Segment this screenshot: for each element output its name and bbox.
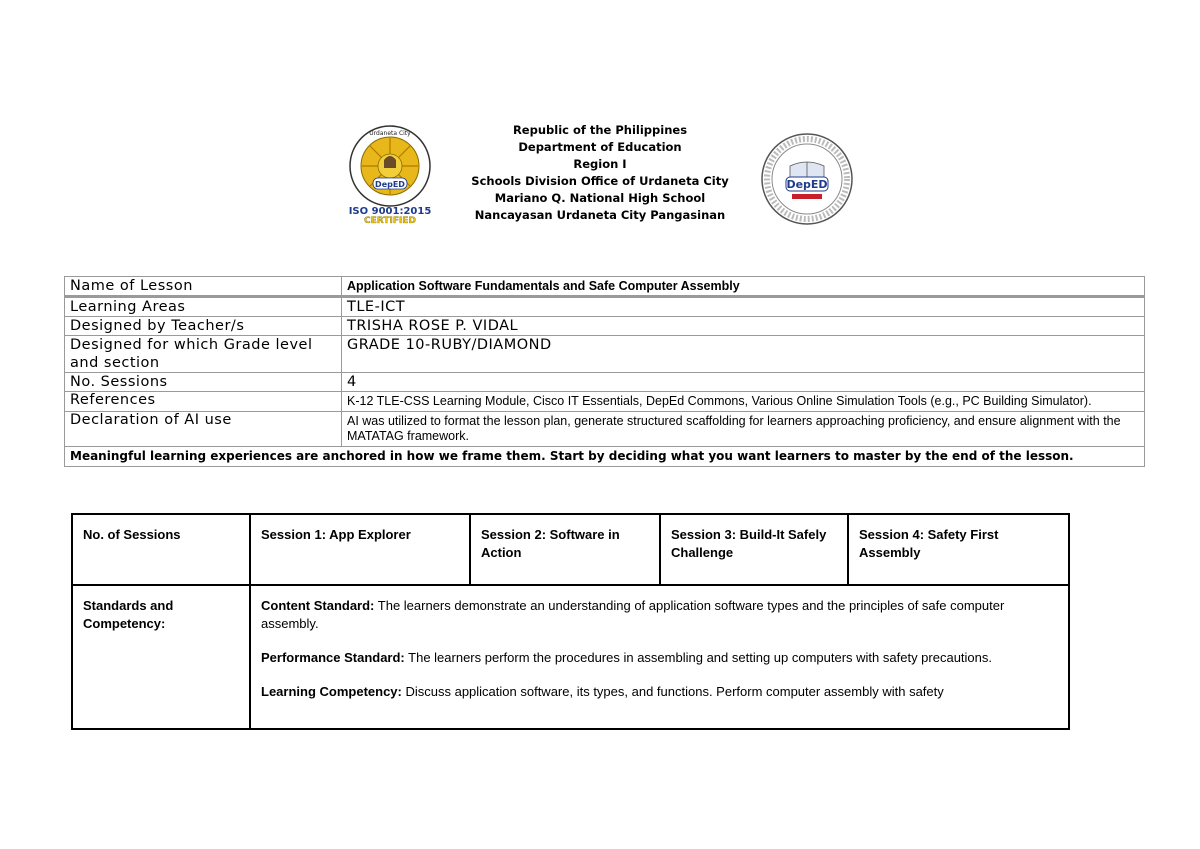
content-standard-text: The learners demonstrate an understanding of application software types and the principles of safe computer assembly.	[261, 598, 1005, 631]
svg-text:CERTIFIED: CERTIFIED	[364, 216, 416, 224]
school-header	[440, 122, 760, 224]
info-value: K-12 TLE-CSS Learning Module, Cisco IT Essentials, DepEd Commons, Various Online Simulation Tools (e.g., PC Building Simulator).	[342, 392, 1145, 412]
header-session-4: Session 4: Safety First Assembly	[848, 514, 1069, 585]
info-value: TRISHA ROSE P. VIDAL	[342, 317, 1145, 336]
header-line-division: Schools Division Office of Urdaneta City	[471, 174, 729, 188]
info-row-grade-section	[65, 336, 1145, 373]
performance-standard-label: Performance Standard:	[261, 650, 405, 665]
header-line-school: Mariano Q. National High School	[494, 191, 706, 205]
info-row-sessions	[65, 373, 1145, 392]
info-row-ai-declaration	[65, 412, 1145, 447]
info-row-lesson-name	[65, 277, 1145, 297]
header-no-of-sessions: No. of Sessions	[72, 514, 250, 585]
learning-competency	[261, 683, 1058, 701]
info-row-learning-areas	[65, 297, 1145, 317]
svg-text:Urdaneta City: Urdaneta City	[369, 130, 411, 137]
info-row-teacher	[65, 317, 1145, 336]
info-label: Name of Lesson	[65, 277, 342, 297]
info-value: GRADE 10-RUBY/DIAMOND	[342, 336, 1145, 373]
header-session-2: Session 2: Software in Action	[470, 514, 660, 585]
sdo-urdaneta-seal-icon	[343, 124, 437, 224]
mariano-q-nhs-seal-icon	[760, 132, 854, 226]
header-line-deped: Department of Education	[518, 140, 682, 154]
info-value: 4	[342, 373, 1145, 392]
performance-standard-text: The learners perform the procedures in assembling and setting up computers with safety precautions.	[404, 650, 992, 665]
info-label: Declaration of AI use	[65, 412, 342, 447]
sessions-table	[71, 513, 1070, 730]
info-label: References	[65, 392, 342, 412]
info-label: Learning Areas	[65, 297, 342, 317]
info-value: AI was utilized to format the lesson plan, generate structured scaffolding for learners approaching proficiency, and ensure alignment with the MATATAG framework.	[342, 412, 1145, 447]
content-standard	[261, 597, 1058, 633]
header-line-republic: Republic of the Philippines	[512, 123, 688, 137]
info-label: Designed for which Grade level and section	[65, 336, 342, 373]
lesson-info-table	[64, 276, 1145, 467]
info-value: Application Software Fundamentals and Safe Computer Assembly	[342, 277, 1145, 297]
performance-standard	[261, 649, 1058, 667]
header-line-region: Region I	[573, 157, 627, 171]
standards-content	[250, 585, 1069, 729]
content-standard-label: Content Standard:	[261, 598, 375, 613]
info-label: Designed by Teacher/s	[65, 317, 342, 336]
standards-row	[72, 585, 1069, 729]
svg-text:DepED: DepED	[375, 180, 405, 189]
learning-competency-label: Learning Competency:	[261, 684, 402, 699]
sessions-header-row	[72, 514, 1069, 585]
standards-label: Standards and Competency:	[72, 585, 250, 729]
header-session-3: Session 3: Build-It Safely Challenge	[660, 514, 848, 585]
learning-competency-text: Discuss application software, its types, and functions. Perform computer assembly with safety	[401, 684, 944, 699]
svg-text:DepED: DepED	[786, 178, 828, 191]
info-row-references	[65, 392, 1145, 412]
meaningful-learning-banner: Meaningful learning experiences are anchored in how we frame them. Start by deciding what you want learners to master by the end of the lesson.	[65, 447, 1145, 467]
svg-text:ISO 9001:2015: ISO 9001:2015	[348, 206, 432, 217]
info-row-banner	[65, 447, 1145, 467]
info-value: TLE-ICT	[342, 297, 1145, 317]
header-session-1: Session 1: App Explorer	[250, 514, 470, 585]
info-label: No. Sessions	[65, 373, 342, 392]
header-line-address: Nancayasan Urdaneta City Pangasinan	[474, 208, 726, 222]
